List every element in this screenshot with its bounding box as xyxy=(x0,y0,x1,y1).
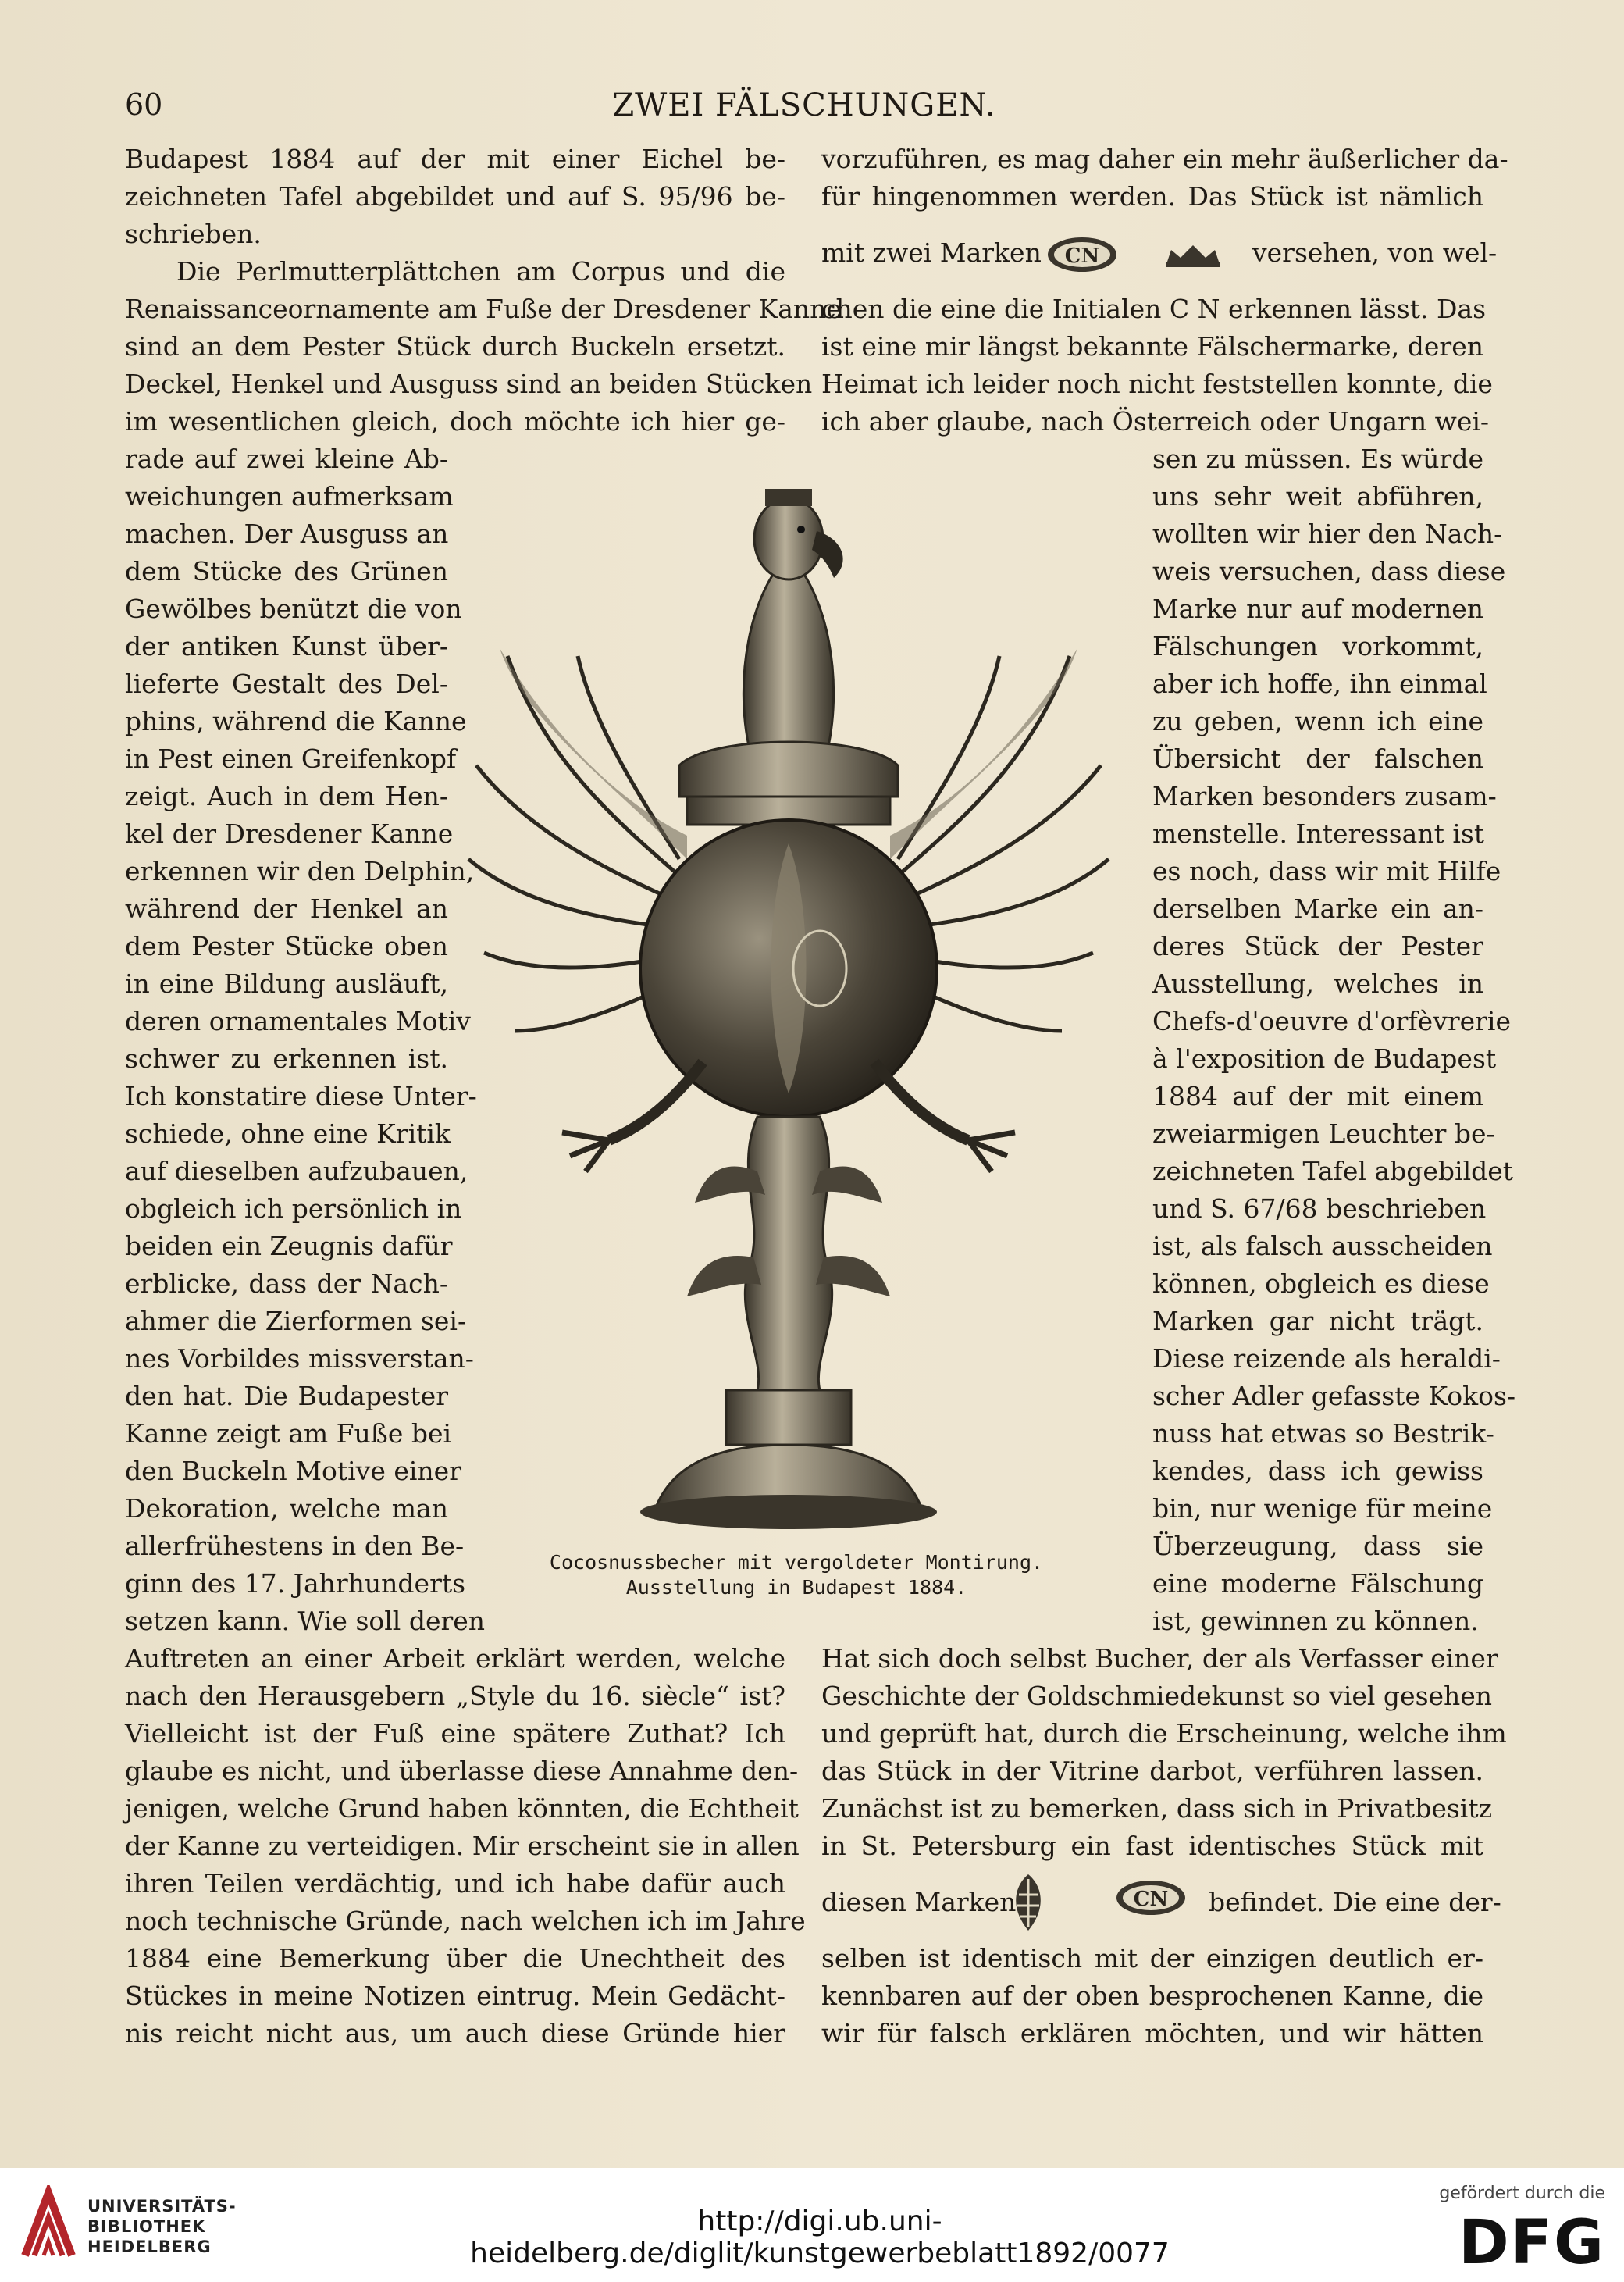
text-line: den Buckeln Motive einer xyxy=(125,1456,461,1486)
text-line: rade auf zwei kleine Ab- xyxy=(125,444,448,474)
text-line: auf dieselben aufzubauen, xyxy=(125,1156,468,1186)
text-line: Ich konstatire diese Unter- xyxy=(125,1081,477,1111)
text-line: können, obgleich es diese xyxy=(1152,1268,1490,1299)
text-line: der Kanne zu verteidigen. Mir erscheint sie in allen xyxy=(125,1831,800,1861)
text-line: Geschichte der Goldschmiedekunst so viel gesehen xyxy=(821,1681,1493,1711)
text-line: während der Henkel an xyxy=(125,893,448,924)
text-line: menstelle. Interessant ist xyxy=(1152,818,1485,849)
text-line: ist eine mir längst bekannte Fälschermarke, deren xyxy=(821,331,1483,362)
text-line: erkennen wir den Delphin, xyxy=(125,856,475,886)
text-line: nes Vorbildes missverstan- xyxy=(125,1343,474,1374)
text-line: Deckel, Henkel und Ausguss sind an beiden Stücken xyxy=(125,369,813,399)
text-line: wollten wir hier den Nach- xyxy=(1152,519,1503,549)
text-line: ihren Teilen verdächtig, und ich habe dafür auch xyxy=(125,1868,785,1899)
text-line: machen. Der Ausguss an xyxy=(125,519,449,549)
text-line: zeichneten Tafel abgebildet xyxy=(1152,1156,1514,1186)
text-line: in eine Bildung ausläuft, xyxy=(125,968,448,999)
text-line: sind an dem Pester Stück durch Buckeln ersetzt. xyxy=(125,331,785,362)
text-line: ahmer die Zierformen sei- xyxy=(125,1306,467,1336)
text-line: schiede, ohne eine Kritik xyxy=(125,1118,451,1149)
text-line: uns sehr weit abführen, xyxy=(1152,481,1483,512)
text-line: Ausstellung, welches in xyxy=(1152,968,1483,999)
permalink-url[interactable]: http://digi.ub.uni-heidelberg.de/diglit/kunstgewerbeblatt1892/0077 xyxy=(470,2205,1170,2270)
pinecone-mark-icon xyxy=(1007,1871,1049,1934)
running-header xyxy=(125,87,1483,134)
text-line: glaube es nicht, und überlasse diese Annahme den- xyxy=(125,1756,799,1786)
text-line: Renaissanceornamente am Fuße der Dresdener Kanne xyxy=(125,294,842,324)
text-line: für hingenommen werden. Das Stück ist nämlich xyxy=(821,181,1483,212)
text-line: ist, gewinnen zu können. xyxy=(1152,1606,1479,1636)
text-line: bin, nur wenige für meine xyxy=(1152,1493,1493,1524)
text-line: selben ist identisch mit der einzigen deutlich er- xyxy=(821,1943,1483,1974)
text-line: Budapest 1884 auf der mit einer Eichel be- xyxy=(125,144,785,174)
running-title: ZWEI FÄLSCHUNGEN. xyxy=(612,87,996,123)
text-line: es noch, dass wir mit Hilfe xyxy=(1152,856,1501,886)
text-line: Fälschungen vorkommt, xyxy=(1152,631,1483,661)
text-line: zeigt. Auch in dem Hen- xyxy=(125,781,448,811)
text-line: Hat sich doch selbst Bucher, der als Verfasser einer xyxy=(821,1643,1498,1674)
text-line: Überzeugung, dass sie xyxy=(1152,1531,1483,1561)
text-line: obgleich ich persönlich in xyxy=(125,1193,462,1224)
text-line: scher Adler gefasste Kokos- xyxy=(1152,1381,1516,1411)
text-line: Die Perlmutterplättchen am Corpus und die xyxy=(176,256,785,287)
marks-line-1-before: mit zwei Marken xyxy=(821,237,1042,268)
library-name xyxy=(87,2196,237,2257)
text-line: und S. 67/68 beschrieben xyxy=(1152,1193,1487,1224)
text-line: Übersicht der falschen xyxy=(1152,743,1483,774)
marks-line-2-after: befindet. Die eine der- xyxy=(1209,1887,1501,1917)
text-line: ist, als falsch ausscheiden xyxy=(1152,1231,1493,1261)
eagle-coconut-cup-engraving-icon xyxy=(453,469,1124,1539)
svg-text:CN: CN xyxy=(1064,244,1100,268)
text-line: allerfrühestens in den Be- xyxy=(125,1531,465,1561)
dfg-logo: DFG xyxy=(1458,2208,1605,2278)
text-line: deren ornamentales Motiv xyxy=(125,1006,471,1036)
text-line: Gewölbes benützt die von xyxy=(125,594,462,624)
text-line: eine moderne Fälschung xyxy=(1152,1568,1483,1599)
text-line: Heimat ich leider noch nicht feststellen konnte, die xyxy=(821,369,1493,399)
marks-line-2-before: diesen Marken xyxy=(821,1887,1017,1917)
text-line: nis reicht nicht aus, um auch diese Gründe hier xyxy=(125,2018,785,2048)
text-line: Vielleicht ist der Fuß eine spätere Zuthat? Ich xyxy=(125,1718,785,1749)
text-line: Kanne zeigt am Fuße bei xyxy=(125,1418,452,1449)
text-line: ginn des 17. Jahrhunderts xyxy=(125,1568,466,1599)
text-line: 1884 auf der mit einem xyxy=(1152,1081,1483,1111)
text-line: zeichneten Tafel abgebildet und auf S. 95/96 be- xyxy=(125,181,785,212)
text-line: wir für falsch erklären möchten, und wir hätten xyxy=(821,2018,1483,2048)
text-line: der antiken Kunst über- xyxy=(125,631,448,661)
text-line: erblicke, dass der Nach- xyxy=(125,1268,448,1299)
text-line: setzen kann. Wie soll deren xyxy=(125,1606,486,1636)
text-line: chen die eine die Initialen C N erkennen lässt. Das xyxy=(821,294,1487,324)
text-line: Diese reizende als heraldi- xyxy=(1152,1343,1501,1374)
text-line: kel der Dresdener Kanne xyxy=(125,818,454,849)
text-line: zu geben, wenn ich eine xyxy=(1152,706,1483,736)
text-line: à l'exposition de Budapest xyxy=(1152,1043,1497,1074)
text-line: Chefs-d'oeuvre d'orfèvrerie xyxy=(1152,1006,1512,1036)
cn-cartouche-mark-icon xyxy=(1045,234,1120,275)
text-line: Marke nur auf modernen xyxy=(1152,594,1483,624)
svg-text:CN: CN xyxy=(1133,1888,1169,1911)
text-line: den hat. Die Budapester xyxy=(125,1381,448,1411)
library-name-line-3: HEIDELBERG xyxy=(87,2237,212,2256)
text-line: deres Stück der Pester xyxy=(1152,931,1483,961)
text-line: weichungen aufmerksam xyxy=(125,481,454,512)
text-line: noch technische Gründe, nach welchen ich im Jahre xyxy=(125,1906,806,1936)
text-line: kennbaren auf der oben besprochenen Kanne, die xyxy=(821,1981,1483,2011)
text-line: dem Stücke des Grünen xyxy=(125,556,448,587)
text-line: schwer zu erkennen ist. xyxy=(125,1043,448,1074)
text-line: Marken gar nicht trägt. xyxy=(1152,1306,1483,1336)
library-name-line-1: UNIVERSITÄTS- xyxy=(87,2197,237,2216)
figure-caption-line-2: Ausstellung in Budapest 1884. xyxy=(625,1576,967,1599)
text-line: phins, während die Kanne xyxy=(125,706,467,736)
text-line: im wesentlichen gleich, doch möchte ich hier ge- xyxy=(125,406,785,437)
text-line: und geprüft hat, durch die Erscheinung, welche ihm xyxy=(821,1718,1507,1749)
cn-cartouche-mark-icon xyxy=(1113,1877,1188,1918)
text-line: in Pest einen Greifenkopf xyxy=(125,743,457,774)
text-line: 1884 eine Bemerkung über die Unechtheit des xyxy=(125,1943,785,1974)
footer-bar xyxy=(0,2168,1624,2282)
text-line: derselben Marke ein an- xyxy=(1152,893,1483,924)
text-line: nach den Herausgebern „Style du 16. siècle“ ist? xyxy=(125,1681,785,1711)
text-line: Marken besonders zusam- xyxy=(1152,781,1497,811)
text-line: ich aber glaube, nach Österreich oder Ungarn wei- xyxy=(821,406,1490,437)
marks-line-1-after: versehen, von wel- xyxy=(1252,237,1498,268)
text-line: lieferte Gestalt des Del- xyxy=(125,669,448,699)
text-line: weis versuchen, dass diese xyxy=(1152,556,1506,587)
text-line: jenigen, welche Grund haben könnten, die Echtheit xyxy=(125,1793,799,1824)
text-line: dem Pester Stücke oben xyxy=(125,931,448,961)
page-number: 60 xyxy=(125,87,163,122)
text-line: beiden ein Zeugnis dafür xyxy=(125,1231,453,1261)
text-line: schrieben. xyxy=(125,219,262,249)
text-line: Auftreten an einer Arbeit erklärt werden, welche xyxy=(125,1643,785,1674)
text-line: in St. Petersburg ein fast identisches Stück mit xyxy=(821,1831,1483,1861)
figure-caption-line-1: Cocosnussbecher mit vergoldeter Montirung. xyxy=(549,1551,1044,1574)
text-line: Zunächst ist zu bemerken, dass sich in Privatbesitz xyxy=(821,1793,1492,1824)
text-line: vorzuführen, es mag daher ein mehr äußerlicher da- xyxy=(821,144,1508,174)
funded-by-label: gefördert durch die xyxy=(1439,2184,1605,2203)
library-name-line-2: BIBLIOTHEK xyxy=(87,2217,206,2236)
text-line: nuss hat etwas so Bestrik- xyxy=(1152,1418,1494,1449)
text-line: kendes, dass ich gewiss xyxy=(1152,1456,1483,1486)
text-line: Dekoration, welche man xyxy=(125,1493,448,1524)
crown-mark-icon xyxy=(1162,242,1224,269)
text-line: sen zu müssen. Es würde xyxy=(1152,444,1483,474)
text-line: aber ich hoffe, ihn einmal xyxy=(1152,669,1487,699)
university-library-logo-icon xyxy=(17,2185,80,2263)
text-line: Stückes in meine Notizen eintrug. Mein Gedächt- xyxy=(125,1981,785,2011)
text-line: das Stück in der Vitrine darbot, verführen lassen. xyxy=(821,1756,1483,1786)
text-line: zweiarmigen Leuchter be- xyxy=(1152,1118,1495,1149)
